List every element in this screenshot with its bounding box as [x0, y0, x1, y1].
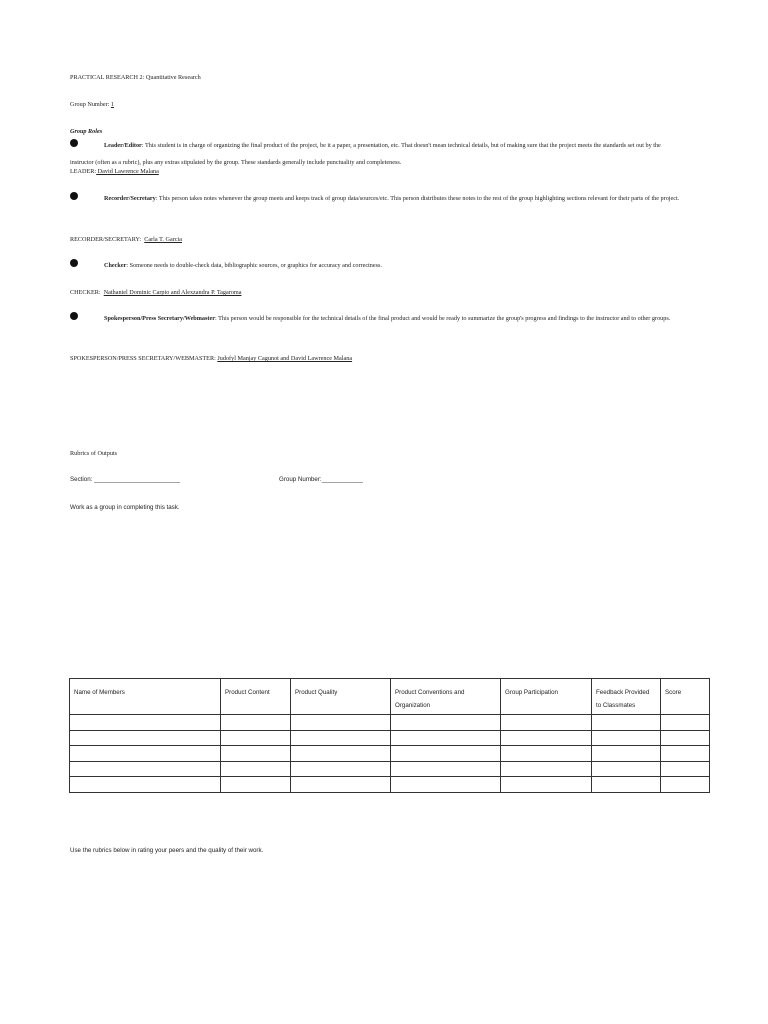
- leader-assignee-label: LEADER:: [70, 168, 97, 175]
- checker-paragraph: [70, 258, 682, 275]
- rubrics-title: Rubrics of Outputs: [70, 450, 118, 457]
- rubric-group-number-field[interactable]: Group Number:____________: [279, 476, 363, 483]
- table-cell[interactable]: [291, 715, 391, 731]
- spokesperson-description: : This person would be responsible for the technical details of the final product and would be ready to summarize the group's progress and findings to the instructor and to other groups.: [214, 315, 671, 322]
- table-row: [70, 715, 710, 731]
- table-cell[interactable]: [501, 730, 592, 746]
- table-cell[interactable]: [221, 761, 291, 777]
- checker-title: Checker: [104, 262, 127, 269]
- column-header-product-conventions: Product Conventions and Organization: [391, 679, 501, 715]
- table-cell[interactable]: [501, 715, 592, 731]
- table-cell[interactable]: [661, 777, 710, 793]
- section-field[interactable]: Section: _________________________: [70, 476, 181, 483]
- table-cell[interactable]: [501, 746, 592, 762]
- table-cell[interactable]: [291, 730, 391, 746]
- course-title: PRACTICAL RESEARCH 2: Quantitative Research: [70, 74, 201, 81]
- checker-assignee-line: [70, 289, 241, 297]
- table-cell[interactable]: [661, 715, 710, 731]
- leader-description: : This student is in charge of organizing the final product of the project, be it a paper, a presentation, etc. That doesn't mean technical details, but of making sure that the project meets the standards set out by the instructor (often as a rubric), plus any extras stipulated by the group. These standards generally include punctuality and completeness.: [70, 142, 661, 166]
- table-cell[interactable]: [661, 746, 710, 762]
- table-cell[interactable]: [391, 746, 501, 762]
- column-header-product-quality: Product Quality: [291, 679, 391, 715]
- table-cell[interactable]: [70, 761, 221, 777]
- table-cell[interactable]: [291, 761, 391, 777]
- checker-assignee-value: Nathaniel Dominic Carpio and Alexzandra P. Tagaroma: [103, 289, 242, 296]
- table-cell[interactable]: [221, 777, 291, 793]
- table-cell[interactable]: [221, 730, 291, 746]
- table-cell[interactable]: [592, 761, 661, 777]
- leader-title: Leader/Editor: [104, 142, 142, 149]
- table-cell[interactable]: [592, 715, 661, 731]
- table-cell[interactable]: [221, 746, 291, 762]
- spokesperson-paragraph: [70, 311, 682, 328]
- recorder-paragraph: [70, 191, 682, 208]
- column-header-product-content: Product Content: [221, 679, 291, 715]
- table-cell[interactable]: [70, 730, 221, 746]
- table-cell[interactable]: [661, 730, 710, 746]
- rubrics-instruction: Work as a group in completing this task.: [70, 504, 180, 511]
- column-header-feedback: Feedback Provided to Classmates: [592, 679, 661, 715]
- table-cell[interactable]: [70, 746, 221, 762]
- table-cell[interactable]: [501, 777, 592, 793]
- table-cell[interactable]: [70, 777, 221, 793]
- table-cell[interactable]: [291, 777, 391, 793]
- table-row: [70, 761, 710, 777]
- table-row: [70, 730, 710, 746]
- group-number-line: [70, 101, 114, 109]
- table-cell[interactable]: [391, 761, 501, 777]
- leader-paragraph: [70, 138, 682, 171]
- table-cell[interactable]: [592, 730, 661, 746]
- checker-description: : Someone needs to double-check data, bibliographic sources, or graphics for accuracy and correctness.: [126, 262, 382, 269]
- recorder-assignee-line: [70, 236, 182, 244]
- column-header-name-of-members: Name of Members: [70, 679, 221, 715]
- table-cell[interactable]: [592, 746, 661, 762]
- group-number-label: Group Number:: [70, 101, 111, 108]
- table-cell[interactable]: [391, 777, 501, 793]
- recorder-description: : This person takes notes whenever the group meets and keeps track of group data/sources/etc. This person distributes these notes to the rest of the group highlighting sections relevant for their parts of the project.: [155, 195, 680, 202]
- spokesperson-title: Spokesperson/Press Secretary/Webmaster: [104, 315, 215, 322]
- rubrics-footer-note: Use the rubrics below in rating your peers and the quality of their work.: [70, 847, 264, 854]
- rubric-table: [69, 678, 710, 793]
- column-header-group-participation: Group Participation: [501, 679, 592, 715]
- table-cell[interactable]: [391, 715, 501, 731]
- table-row: [70, 746, 710, 762]
- group-roles-heading: Group Roles: [70, 128, 103, 135]
- table-cell[interactable]: [221, 715, 291, 731]
- spokesperson-assignee-label: SPOKESPERSON/PRESS SECRETARY/WEBMASTER:: [70, 355, 216, 362]
- table-cell[interactable]: [661, 761, 710, 777]
- table-header-row: [70, 679, 710, 715]
- leader-assignee-value: David Lawrence Malana: [96, 168, 159, 175]
- table-cell[interactable]: [70, 715, 221, 731]
- table-cell[interactable]: [501, 761, 592, 777]
- spokesperson-assignee-line: [70, 355, 352, 363]
- table-row: [70, 777, 710, 793]
- recorder-assignee-label: RECORDER/SECRETARY:: [70, 236, 142, 243]
- column-header-score: Score: [661, 679, 710, 715]
- group-number-value: 1: [110, 101, 114, 108]
- table-cell[interactable]: [291, 746, 391, 762]
- leader-assignee-line: [70, 168, 159, 176]
- recorder-title: Recorder/Secretary: [104, 195, 156, 202]
- table-cell[interactable]: [592, 777, 661, 793]
- checker-assignee-label: CHECKER:: [70, 289, 101, 296]
- recorder-assignee-value: Carla T. Garcia: [144, 236, 182, 243]
- table-cell[interactable]: [391, 730, 501, 746]
- spokesperson-assignee-value: Judofyl Manjay Cagunot and David Lawrence Malana: [217, 355, 353, 362]
